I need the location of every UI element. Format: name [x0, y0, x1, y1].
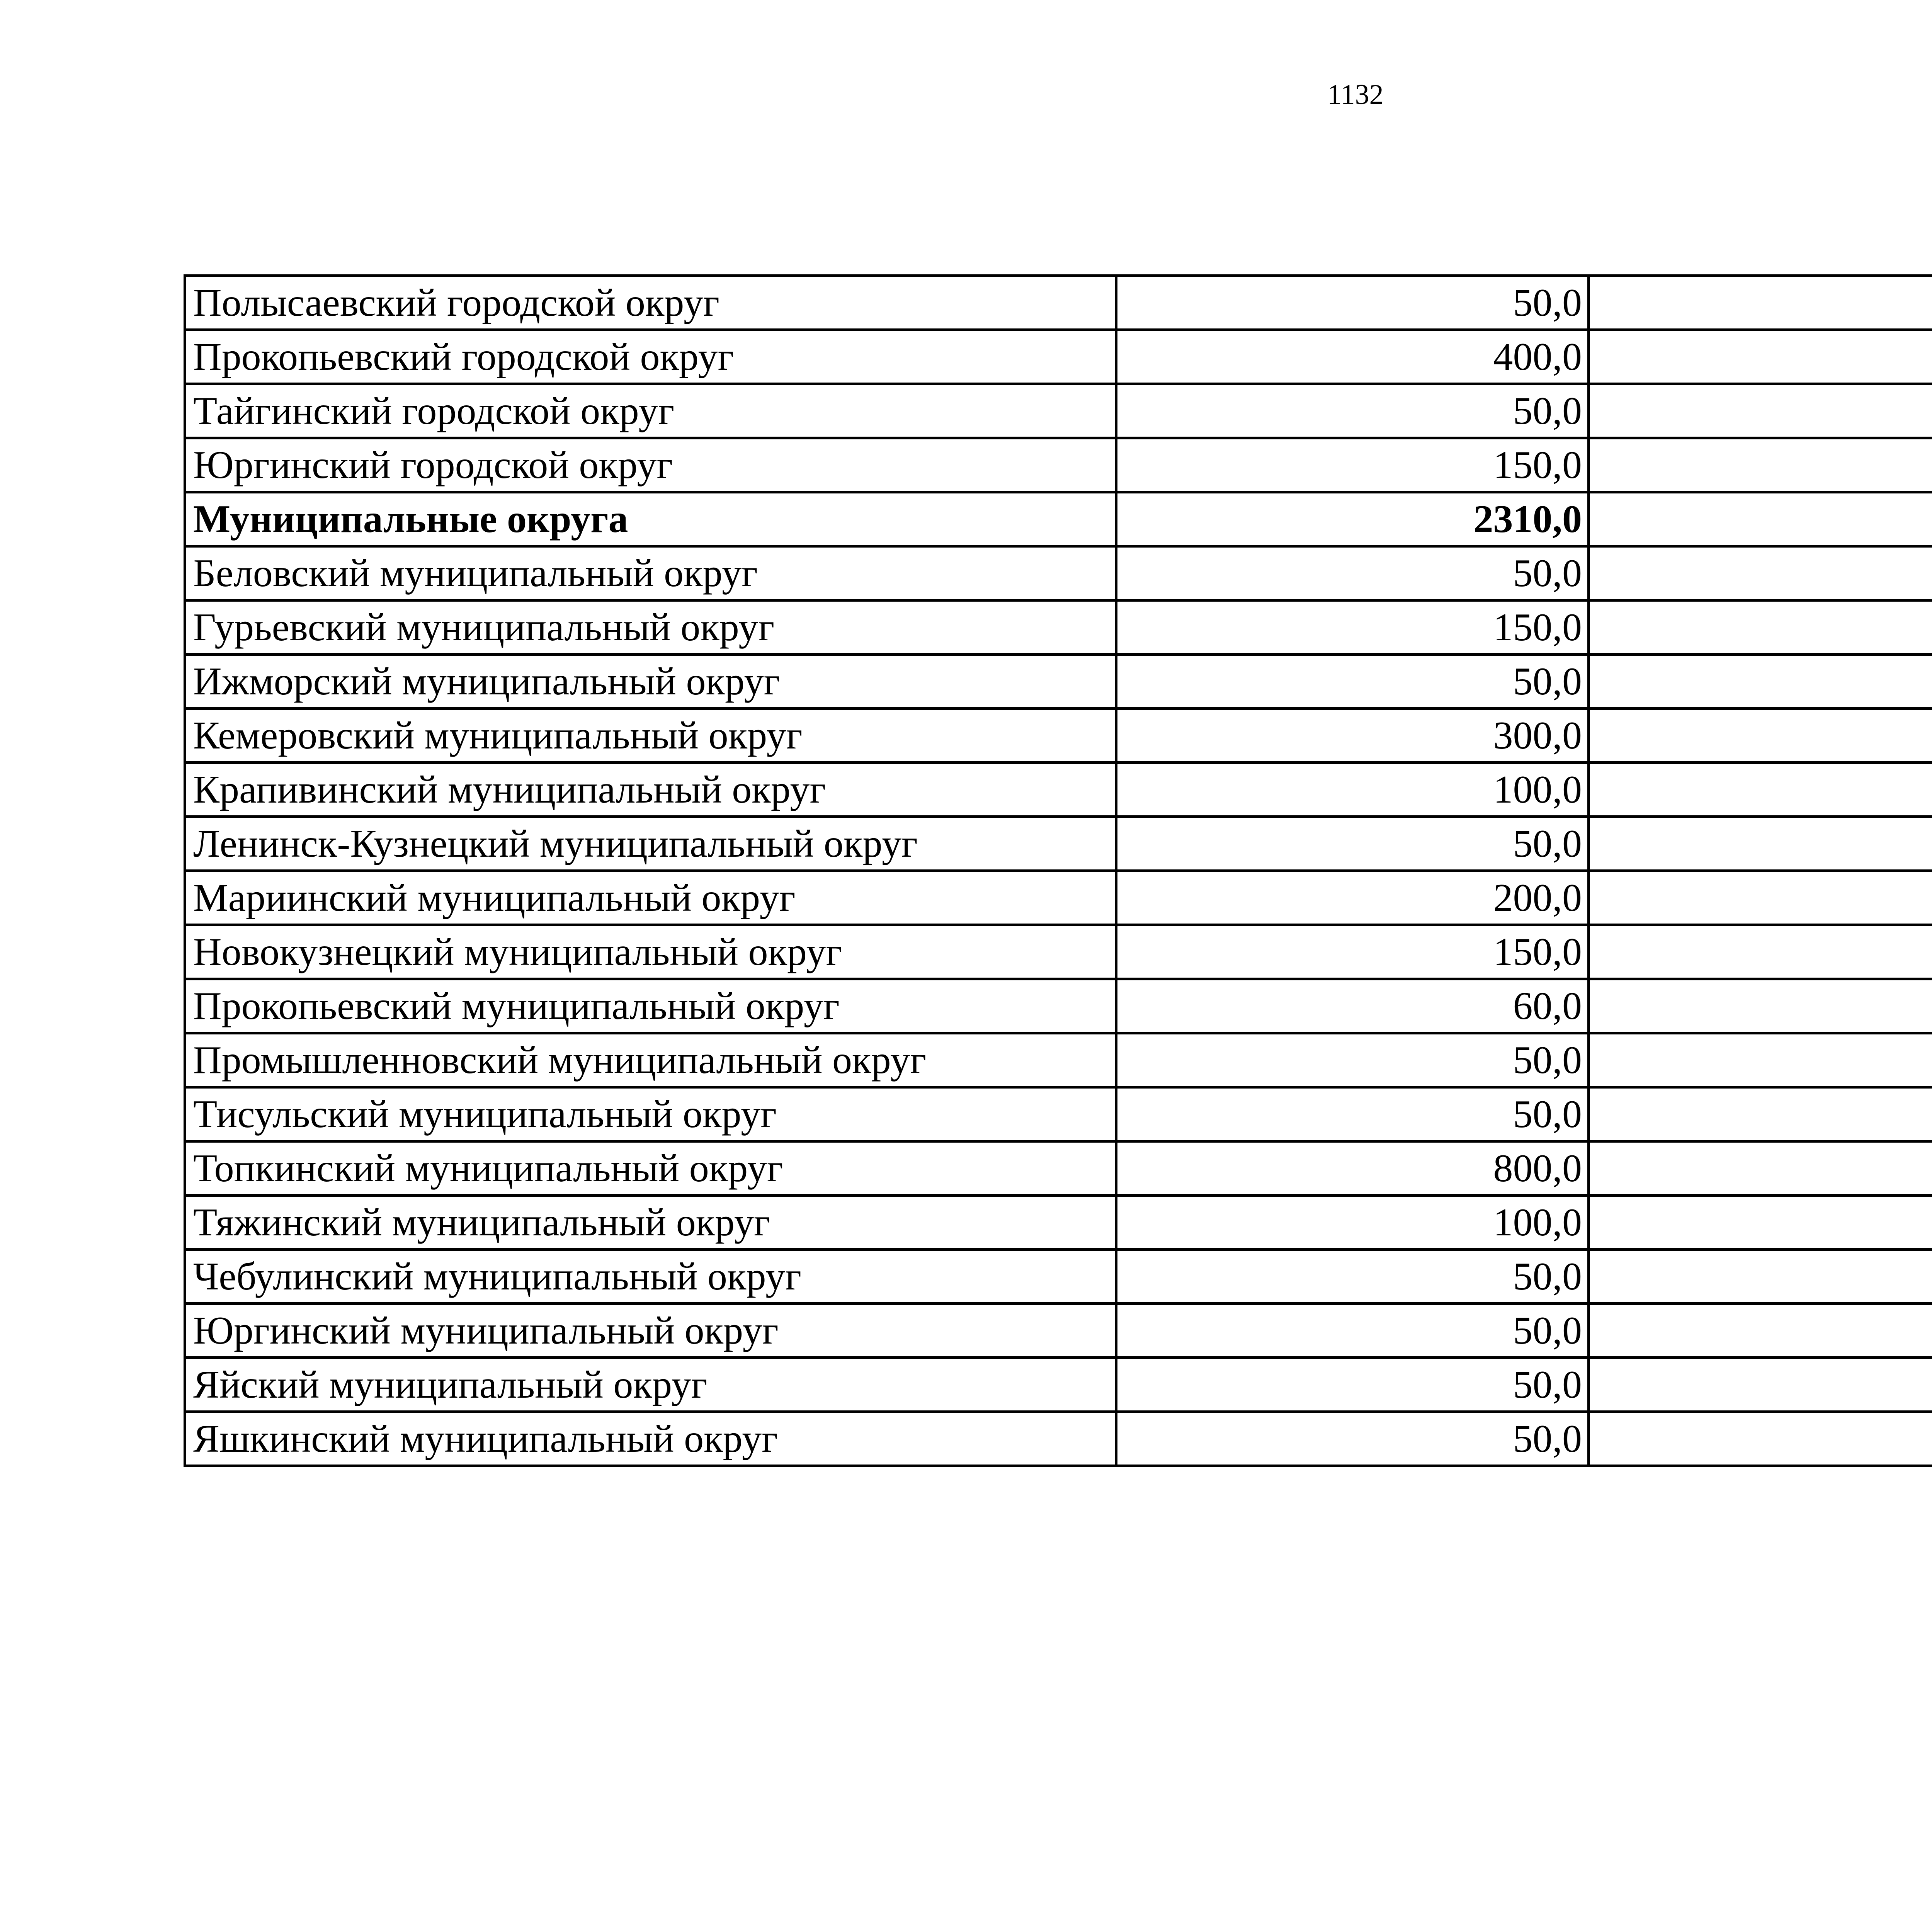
district-name-cell: Беловский муниципальный округ [185, 546, 1116, 600]
amount-cell-1: 300,0 [1116, 709, 1589, 763]
district-name-cell: Новокузнецкий муниципальный округ [185, 925, 1116, 979]
amount-cell-1: 50,0 [1116, 1087, 1589, 1141]
table-body [185, 276, 1932, 1466]
table-row [185, 1196, 1932, 1250]
table-row [185, 871, 1932, 925]
amount-cell-1: 50,0 [1116, 546, 1589, 600]
amount-cell-1: 150,0 [1116, 925, 1589, 979]
amount-cell-1: 50,0 [1116, 1358, 1589, 1412]
amount-cell-1: 50,0 [1116, 655, 1589, 709]
district-name-cell: Прокопьевский муниципальный округ [185, 979, 1116, 1033]
amount-cell-2 [1589, 1196, 1932, 1250]
table-row [185, 1358, 1932, 1412]
amount-cell-1: 200,0 [1116, 871, 1589, 925]
district-name-cell: Прокопьевский городской округ [185, 330, 1116, 384]
amount-cell-2 [1589, 871, 1932, 925]
table-row [185, 546, 1932, 600]
table-row [185, 655, 1932, 709]
amount-cell-1: 50,0 [1116, 1412, 1589, 1466]
amount-cell-2 [1589, 979, 1932, 1033]
district-name-cell: Ленинск-Кузнецкий муниципальный округ [185, 817, 1116, 871]
amount-cell-1: 50,0 [1116, 1033, 1589, 1087]
amount-cell-2 [1589, 1304, 1932, 1358]
table-row [185, 979, 1932, 1033]
district-name-cell: Тяжинский муниципальный округ [185, 1196, 1116, 1250]
amount-cell-2 [1589, 276, 1932, 330]
table-row [185, 925, 1932, 979]
amount-cell-1: 50,0 [1116, 384, 1589, 438]
table-row [185, 1087, 1932, 1141]
district-name-cell: Топкинский муниципальный округ [185, 1141, 1116, 1196]
amount-cell-2 [1589, 1141, 1932, 1196]
district-name-cell: Чебулинский муниципальный округ [185, 1250, 1116, 1304]
amount-cell-1: 800,0 [1116, 1141, 1589, 1196]
amount-cell-2 [1589, 1250, 1932, 1304]
district-name-cell: Гурьевский муниципальный округ [185, 600, 1116, 655]
table-row [185, 1412, 1932, 1466]
amount-cell-2 [1589, 1412, 1932, 1466]
district-name-cell: Муниципальные округа [185, 492, 1116, 546]
page-number: 1132 [1327, 79, 1384, 111]
table-row [185, 1304, 1932, 1358]
table-row [185, 438, 1932, 492]
amount-cell-2 [1589, 492, 1932, 546]
amount-cell-2 [1589, 384, 1932, 438]
amount-cell-1: 2310,0 [1116, 492, 1589, 546]
table-row [185, 817, 1932, 871]
district-name-cell: Мариинский муниципальный округ [185, 871, 1116, 925]
amount-cell-2 [1589, 925, 1932, 979]
amount-cell-1: 60,0 [1116, 979, 1589, 1033]
allocation-table [184, 274, 1932, 1467]
amount-cell-1: 150,0 [1116, 600, 1589, 655]
amount-cell-1: 100,0 [1116, 763, 1589, 817]
table-row [185, 1033, 1932, 1087]
amount-cell-2 [1589, 1358, 1932, 1412]
amount-cell-1: 50,0 [1116, 1250, 1589, 1304]
district-name-cell: Яшкинский муниципальный округ [185, 1412, 1116, 1466]
amount-cell-2 [1589, 655, 1932, 709]
district-name-cell: Тайгинский городской округ [185, 384, 1116, 438]
amount-cell-2 [1589, 709, 1932, 763]
table-row [185, 1250, 1932, 1304]
amount-cell-2 [1589, 330, 1932, 384]
table-row [185, 384, 1932, 438]
district-name-cell: Тисульский муниципальный округ [185, 1087, 1116, 1141]
amount-cell-1: 400,0 [1116, 330, 1589, 384]
amount-cell-2 [1589, 1087, 1932, 1141]
district-name-cell: Юргинский муниципальный округ [185, 1304, 1116, 1358]
amount-cell-1: 50,0 [1116, 1304, 1589, 1358]
district-name-cell: Крапивинский муниципальный округ [185, 763, 1116, 817]
table-row [185, 600, 1932, 655]
amount-cell-1: 100,0 [1116, 1196, 1589, 1250]
amount-cell-2 [1589, 600, 1932, 655]
district-name-cell: Ижморский муниципальный округ [185, 655, 1116, 709]
amount-cell-1: 50,0 [1116, 817, 1589, 871]
district-name-cell: Кемеровский муниципальный округ [185, 709, 1116, 763]
table-row [185, 1141, 1932, 1196]
table-row [185, 709, 1932, 763]
table-row [185, 276, 1932, 330]
table-row [185, 763, 1932, 817]
amount-cell-1: 150,0 [1116, 438, 1589, 492]
amount-cell-1: 50,0 [1116, 276, 1589, 330]
district-name-cell: Юргинский городской округ [185, 438, 1116, 492]
district-name-cell: Яйский муниципальный округ [185, 1358, 1116, 1412]
table-row [185, 330, 1932, 384]
group-total-row [185, 492, 1932, 546]
amount-cell-2 [1589, 546, 1932, 600]
district-name-cell: Промышленновский муниципальный округ [185, 1033, 1116, 1087]
amount-cell-2 [1589, 817, 1932, 871]
amount-cell-2 [1589, 438, 1932, 492]
amount-cell-2 [1589, 1033, 1932, 1087]
amount-cell-2 [1589, 763, 1932, 817]
district-name-cell: Полысаевский городской округ [185, 276, 1116, 330]
